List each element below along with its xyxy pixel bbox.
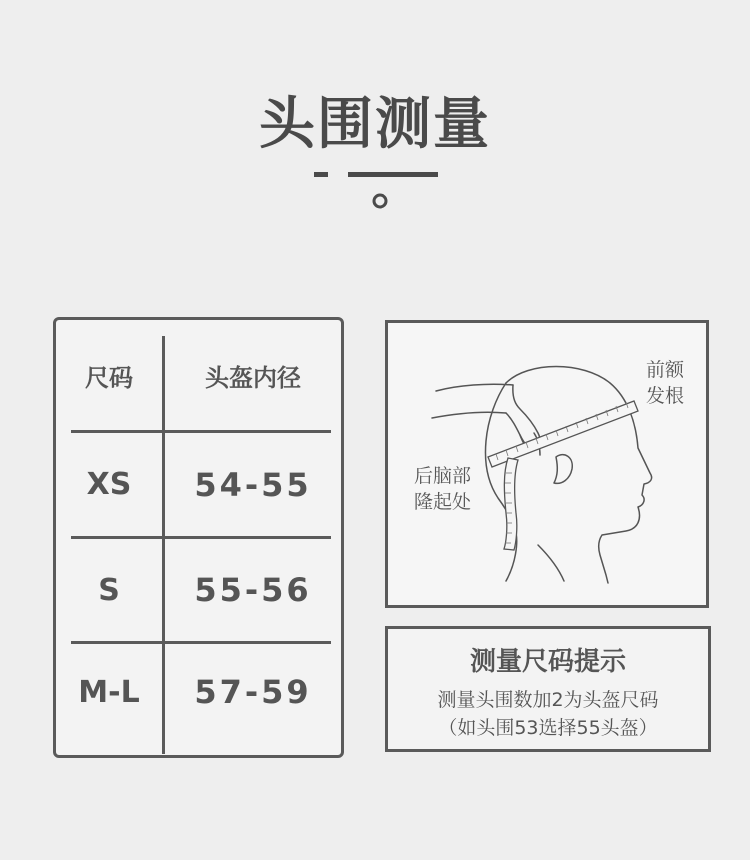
size-cell: XS: [86, 467, 132, 502]
head-measurement-illustration: [385, 320, 709, 608]
tips-title: 测量尺码提示: [469, 647, 626, 677]
label-line: 后脑部: [414, 465, 472, 487]
decoration-ring: [374, 195, 386, 207]
label-forehead-hairline: [646, 357, 684, 409]
tips-line: （如头围53选择55头盔）: [438, 717, 658, 739]
header-inner-diameter: 头盔内径: [205, 363, 301, 392]
size-table: [53, 317, 344, 758]
measuring-tape: [488, 401, 638, 550]
range-cell: 54-55: [194, 465, 312, 504]
range-cell: 55-56: [194, 571, 312, 609]
label-line: 隆起处: [414, 491, 472, 513]
tips-line: 测量头围数加2为头盔尺码: [437, 689, 659, 711]
size-cell: M-L: [78, 674, 140, 710]
decoration-short-dash: [314, 172, 328, 177]
title-decoration: [0, 0, 750, 220]
decoration-long-dash: [348, 172, 438, 177]
header-size: 尺码: [85, 363, 133, 392]
measurement-tips: [385, 626, 711, 752]
range-cell: 57-59: [194, 673, 312, 711]
size-cell: S: [98, 572, 120, 608]
label-back-of-head: [414, 463, 471, 515]
label-line: 发根: [646, 385, 685, 407]
page-title: 头围测量: [259, 92, 491, 157]
label-line: 前额: [646, 359, 685, 381]
